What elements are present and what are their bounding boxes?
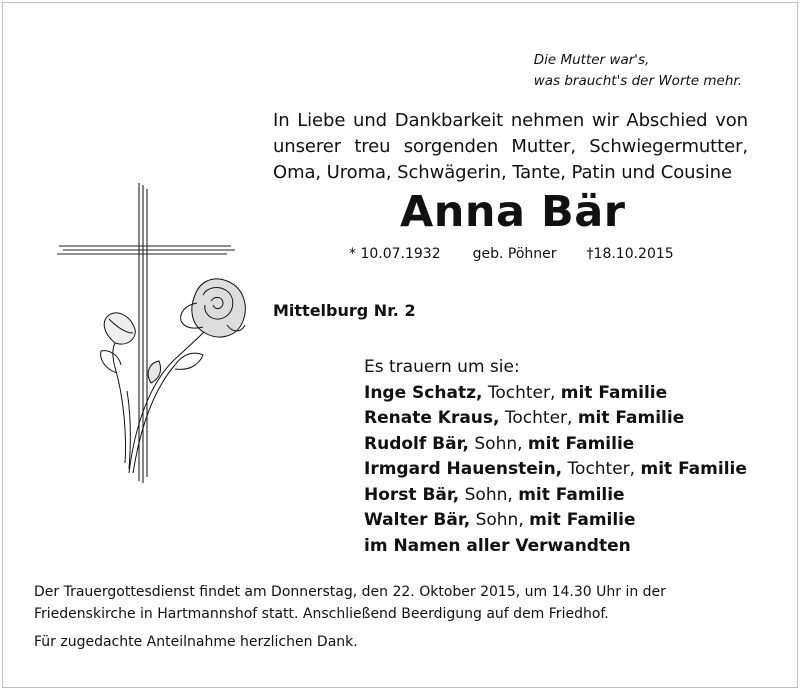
mourner-row [364, 381, 747, 407]
cross-and-rose-illustration [55, 183, 255, 483]
mourner-relation: Tochter, [499, 408, 578, 428]
mourner-suffix: mit Familie [560, 382, 668, 403]
mourner-suffix: mit Familie [577, 408, 685, 428]
mourners-list [364, 355, 747, 559]
mourner-row [364, 483, 747, 509]
motto-quote [534, 50, 742, 92]
mourner-name: Irmgard Hauenstein, [364, 459, 563, 479]
service-line-1: Der Trauergottesdienst findet am Donnerstag, den 22. Oktober 2015, um 14.30 Uhr in der [34, 584, 666, 600]
mourner-relation: Tochter, [482, 382, 561, 403]
maiden-name: geb. Pöhner [472, 246, 557, 262]
service-line-2: Friedenskirche in Hartmannshof statt. Anschließend Beerdigung auf dem Friedhof. [34, 606, 609, 622]
intro-text: In Liebe und Dankbarkeit nehmen wir Abschied von unserer treu sorgenden Mutter, Schwiegermutter, Oma, Uroma, Schwägerin, Tante, Patin und Cousine [273, 110, 748, 183]
mourner-name: Rudolf Bär, [364, 433, 469, 454]
rose-icon [101, 279, 246, 473]
mourner-suffix: mit Familie [640, 459, 747, 479]
mourner-name: Horst Bär, [364, 484, 460, 505]
motto-line-1: Die Mutter war's, [533, 52, 650, 68]
mourners-closing: im Namen aller Verwandten [364, 535, 631, 556]
mourners-heading: Es trauern um sie: [364, 357, 520, 377]
mourner-relation: Sohn, [459, 484, 519, 505]
deceased-name: Anna Bär [400, 187, 626, 237]
mourner-suffix: mit Familie [529, 510, 636, 530]
mourner-relation: Sohn, [470, 510, 530, 530]
mourner-row [364, 508, 747, 534]
mourner-row [364, 406, 747, 432]
mourner-row [364, 457, 747, 483]
mourner-name: Inge Schatz, [364, 382, 483, 403]
mourner-suffix: mit Familie [527, 433, 635, 454]
mourner-relation: Sohn, [468, 433, 528, 454]
life-dates [349, 245, 674, 263]
birth-date: * 10.07.1932 [349, 246, 441, 262]
motto-line-2: was braucht's der Worte mehr. [533, 73, 742, 89]
mourner-relation: Tochter, [562, 459, 641, 479]
service-info [34, 581, 734, 653]
mourner-name: Walter Bär, [364, 510, 471, 530]
mourner-suffix: mit Familie [518, 484, 625, 505]
thanks-line: Für zugedachte Anteilnahme herzlichen Dank. [34, 634, 358, 650]
mourner-name: Renate Kraus, [364, 408, 500, 428]
death-date: †18.10.2015 [586, 246, 674, 262]
deceased-address: Mittelburg Nr. 2 [273, 301, 416, 320]
mourner-row [364, 432, 747, 458]
